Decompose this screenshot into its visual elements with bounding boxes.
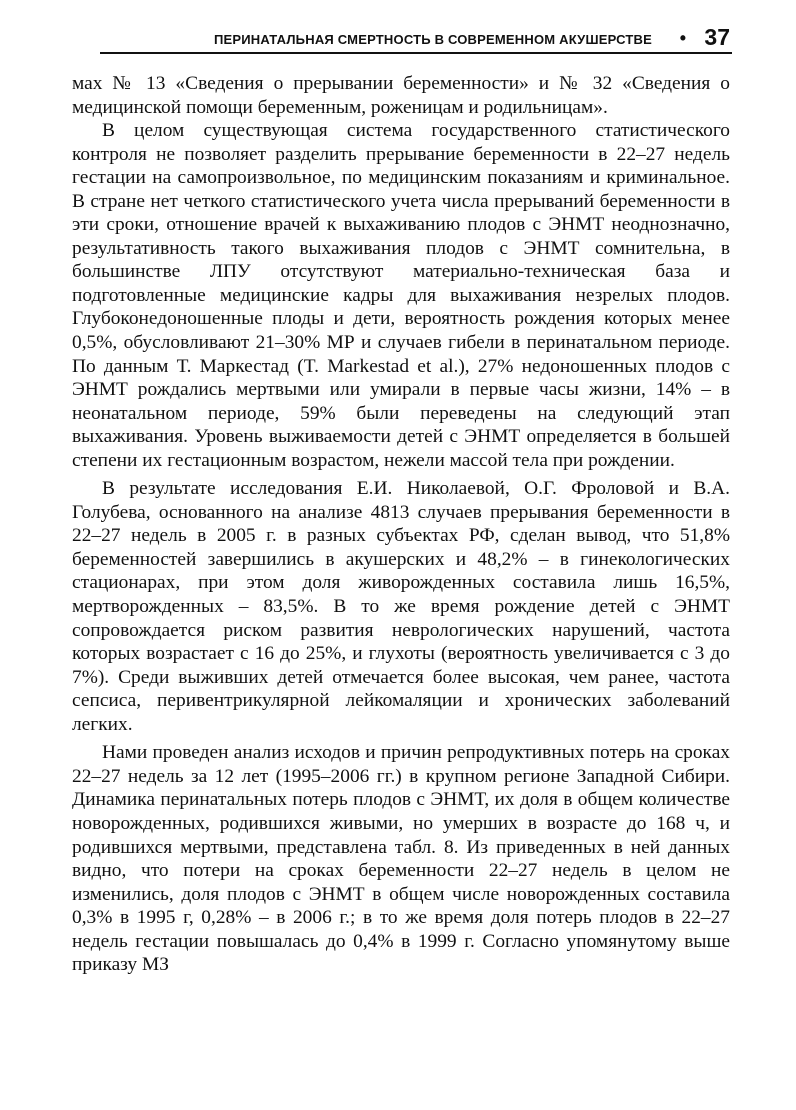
body-text <box>72 72 730 977</box>
paragraph-statistics-control: В целом существующая система государственного статистического контроля не позволяет разделить прерывание беременности в 22–27 недель гестации на самопроизвольное, по медицинским показаниям и криминальное. В стране нет четкого статистического учета числа прерываний беременности в эти сроки, отношение врачей к выхаживанию плодов с ЭНМТ неоднозначно, результативность такого выхаживания плодов с ЭНМТ сомнительна, в большинстве ЛПУ отсутствуют материально-техническая база и подготовленные медицинские кадры для выхаживания незрелых плодов. Глубоконедоношенные плоды и дети, вероятность рождения которых менее 0,5%, обусловливают 21–30% МР и случаев гибели в перинатальном периоде. По данным Т. Маркестад (T. Markestad et al.), 27% недоношенных плодов с ЭНМТ рождались мертвыми или умирали в первые часы жизни, 14% – в неонатальном периоде, 59% были переведены на следующий этап выхаживания. Уровень выживаемости детей с ЭНМТ определяется в большей степени их гестационным возрастом, нежели массой тела при рождении. <box>72 120 730 471</box>
paragraph-own-analysis: Нами проведен анализ исходов и причин репродуктивных потерь на сроках 22–27 недель за 12 лет (1995–2006 гг.) в крупном регионе Западной Сибири. Динамика перинатальных потерь плодов с ЭНМТ, их доля в общем количестве новорожденных, родившихся живыми, но умерших в возрасте до 168 ч, и родившихся мертвыми, представлена табл. 8. Из приведенных в ней данных видно, что потери на сроках беременности 22–27 недель в целом не изменились, доля плодов с ЭНМТ в общем числе новорожденных составила 0,3% в 1995 г, 0,28% – в 2006 г.; в то же время доля потерь плодов в 22–27 недель гестации повышалась до 0,4% в 1999 г. Согласно упомянутому выше приказу МЗ <box>72 742 730 976</box>
paragraph-continuation: мах № 13 «Сведения о прерывании беременности» и № 32 «Сведения о медицинской помощи беременным, роженицам и родильницам». <box>72 73 730 118</box>
paragraph-research-results: В результате исследования Е.И. Николаевой, О.Г. Фроловой и В.А. Голубева, основанного на анализе 4813 случаев прерывания беременности в 22–27 недель в 2005 г. в разных субъектах РФ, сделан вывод, что 51,8% беременностей завершились в акушерских и 48,2% – в гинекологических стационарах, при этом доля живорожденных составила лишь 16,5%, мертворожденных – 83,5%. В то же время рождение детей с ЭНМТ сопровождается риском развития неврологических нарушений, частота которых возрастает с 16 до 25%, и глухоты (вероятность увеличивается с 3 до 7%). Среди выживших детей отмечается более высокая, чем ранее, частота сепсиса, перивентрикулярной лейкомаляции и хронических заболеваний легких. <box>72 478 730 735</box>
bullet-separator: • <box>679 28 686 48</box>
page-number: 37 <box>704 24 730 50</box>
running-title: ПЕРИНАТАЛЬНАЯ СМЕРТНОСТЬ В СОВРЕМЕННОМ АКУШЕРСТВЕ <box>213 32 652 47</box>
running-header <box>100 22 732 54</box>
